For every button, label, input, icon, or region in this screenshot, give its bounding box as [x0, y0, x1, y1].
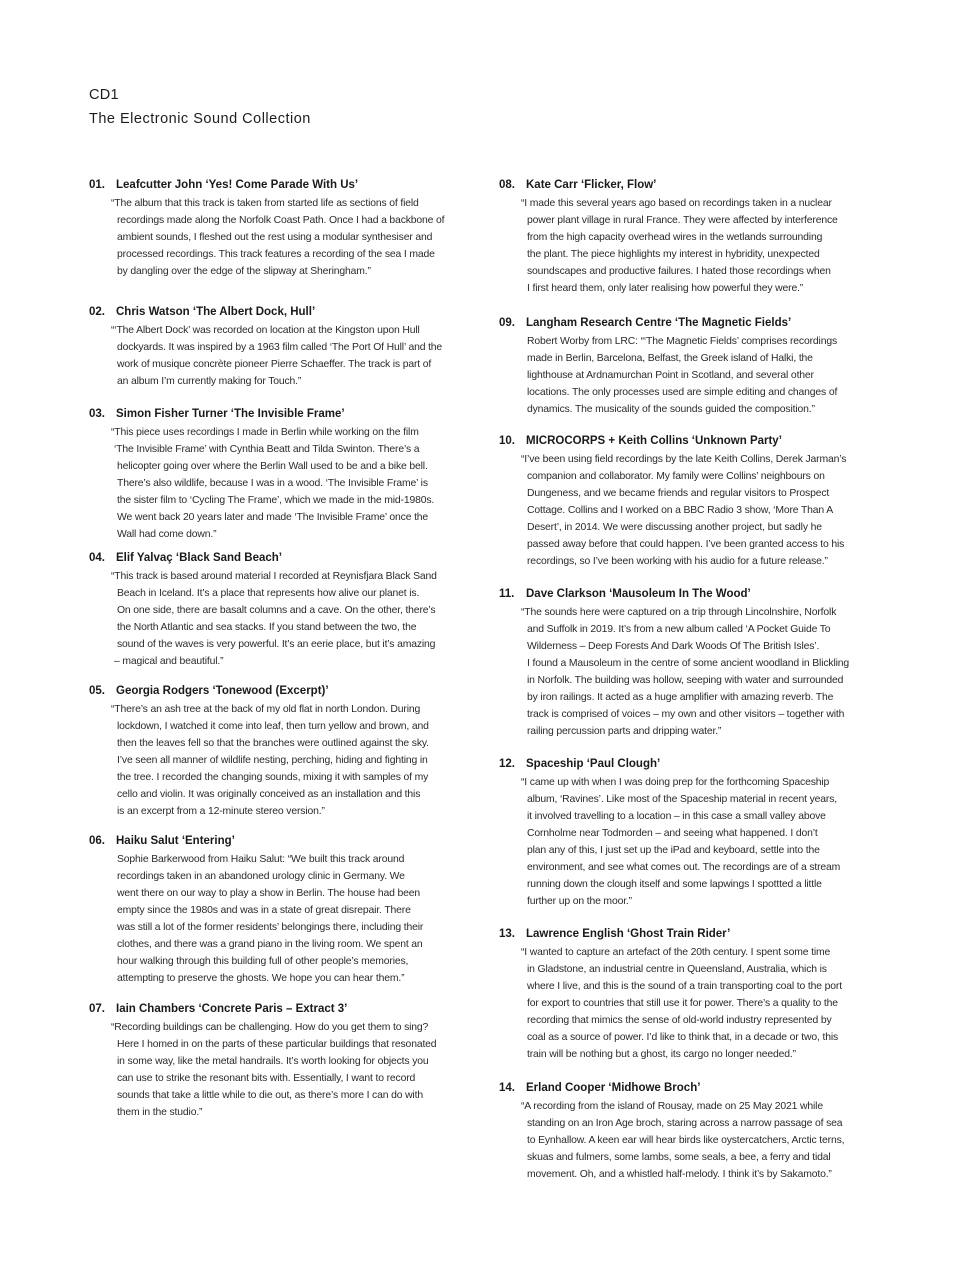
track-description — [111, 1019, 437, 1121]
description-line: in some way, like the metal handrails. It’s worth looking for objects you — [117, 1056, 429, 1067]
description-line: Desert’, in 2014. We were discussing another project, but sadly he — [527, 522, 822, 533]
track-heading — [89, 178, 444, 193]
description-line: standing on an Iron Age broch, staring across a narrow passage of sea — [527, 1118, 843, 1129]
track-description — [111, 568, 437, 670]
description-line: soundscapes and productive failures. I hated those recordings when — [527, 266, 831, 277]
description-line: running down the clough itself and some lapwings I spottted a little — [527, 879, 822, 890]
track-heading — [89, 834, 423, 849]
track-number: 12. — [499, 758, 515, 770]
track-title: Elif Yalvaç ‘Black Sand Beach’ — [116, 552, 282, 564]
description-line: passed away before that could happen. I’ve been granted access to his — [527, 539, 845, 550]
track-entry — [89, 1002, 436, 1121]
description-line: empty since the 1980s and was in a state of great disrepair. There — [117, 905, 411, 916]
track-title: Lawrence English ‘Ghost Train Rider’ — [526, 928, 731, 940]
track-heading — [89, 1002, 436, 1017]
description-line: by dangling over the edge of the slipway at Sheringham.” — [117, 266, 371, 277]
description-line: in Gladstone, an industrial centre in Queensland, Australia, which is — [527, 964, 827, 975]
track-title: MICROCORPS + Keith Collins ‘Unknown Party’ — [526, 435, 782, 447]
collection-title: The Electronic Sound Collection — [89, 111, 311, 127]
description-line: in Norfolk. The building was hollow, seeping with water and surrounded — [527, 675, 844, 686]
description-line: Sophie Barkerwood from Haiku Salut: “We built this track around — [117, 854, 405, 865]
description-line: is an excerpt from a 12-minute stereo version.” — [117, 806, 325, 817]
track-number: 07. — [89, 1003, 105, 1015]
track-description — [521, 1098, 845, 1183]
description-line: Here I homed in on the parts of these particular buildings that resonated — [117, 1039, 437, 1050]
track-heading — [89, 305, 442, 320]
description-line: “There’s an ash tree at the back of my old flat in north London. During — [111, 704, 421, 715]
description-line: On one side, there are basalt columns and a cave. On the other, there’s — [117, 605, 436, 616]
track-heading — [499, 316, 837, 331]
description-line: and Suffolk in 2019. It’s from a new album called ‘A Pocket Guide To — [527, 624, 831, 635]
description-line: Wilderness – Deep Forests And Dark Woods Of The British Isles’. — [527, 641, 820, 652]
description-line: album, ‘Ravines’. Like most of the Spaceship material in recent years, — [527, 794, 838, 805]
track-title: Haiku Salut ‘Entering’ — [116, 835, 235, 847]
description-line: made in Berlin, Barcelona, Belfast, the Greek island of Halki, the — [527, 353, 813, 364]
track-description — [117, 851, 423, 987]
track-description — [111, 701, 429, 820]
description-line: recordings taken in an abandoned urology clinic in Germany. We — [117, 871, 405, 882]
description-line: “A recording from the island of Rousay, made on 25 May 2021 while — [521, 1101, 823, 1112]
track-number: 09. — [499, 317, 515, 329]
description-line: Dungeness, and we became friends and regular visitors to Prospect — [527, 488, 830, 499]
description-line: I’ve seen all manner of wildlife nesting, perching, hiding and fighting in — [117, 755, 428, 766]
track-entry — [499, 316, 837, 418]
description-line: ‘The Invisible Frame’ with Cynthia Beatt and Tilda Swinton. There’s a — [114, 444, 420, 455]
description-line: – magical and beautiful.” — [114, 656, 224, 667]
track-entry — [89, 305, 442, 390]
track-title: Dave Clarkson ‘Mausoleum In The Wood’ — [526, 588, 751, 600]
track-description — [521, 604, 850, 740]
track-number: 13. — [499, 928, 515, 940]
description-line: to Eynhallow. A keen ear will hear birds like oystercatchers, Arctic terns, — [527, 1135, 845, 1146]
track-heading — [89, 551, 437, 566]
track-heading — [499, 757, 840, 772]
description-line: Robert Worby from LRC: “‘The Magnetic Fields’ comprises recordings — [527, 336, 838, 347]
track-title: Iain Chambers ‘Concrete Paris – Extract 3’ — [116, 1003, 348, 1015]
track-description — [111, 322, 443, 390]
description-line: ambient sounds, I fleshed out the rest using a modular synthesiser and — [117, 232, 433, 243]
track-title: Kate Carr ‘Flicker, Flow’ — [526, 179, 657, 191]
description-line: them in the studio.” — [117, 1107, 203, 1118]
description-line: recordings, so I’ve been working with his audio for a future release.” — [527, 556, 828, 567]
description-line: “I made this several years ago based on recordings taken in a nuclear — [521, 198, 832, 209]
description-line: attempting to preserve the ghosts. We hope you can hear them.” — [117, 973, 405, 984]
description-line: further up on the moor.” — [527, 896, 632, 907]
track-title: Spaceship ‘Paul Clough’ — [526, 758, 661, 770]
description-line: work of musique concrète pioneer Pierre Schaeffer. The track is part of — [117, 359, 432, 370]
track-entry — [499, 1081, 844, 1183]
track-heading — [499, 178, 838, 193]
description-line: lockdown, I watched it come into leaf, then turn yellow and brown, and — [117, 721, 429, 732]
description-line: power plant village in rural France. They were affected by interference — [527, 215, 838, 226]
description-line: “This track is based around material I recorded at Reynisfjara Black Sand — [111, 571, 437, 582]
track-entry — [499, 434, 846, 570]
track-number: 05. — [89, 685, 105, 697]
description-line: for export to countries that still use it for power. There’s a quality to the — [527, 998, 838, 1009]
track-entry — [499, 587, 849, 740]
track-entry — [89, 407, 434, 543]
description-line: “I came up with when I was doing prep for the forthcoming Spaceship — [521, 777, 830, 788]
description-line: coal as a source of power. I’d like to think that, in a decade or two, this — [527, 1032, 839, 1043]
description-line: cello and violin. It was originally conceived as an installation and this — [117, 789, 421, 800]
description-line: Wall had come down.” — [117, 529, 217, 540]
description-line: went there on our way to play a show in Berlin. The house had been — [117, 888, 420, 899]
track-description — [521, 195, 838, 297]
page-header — [89, 86, 311, 128]
track-number: 06. — [89, 835, 105, 847]
description-line: processed recordings. This track features a recording of the sea I made — [117, 249, 435, 260]
track-entry — [499, 757, 840, 910]
track-heading — [89, 407, 434, 422]
track-heading — [499, 587, 849, 602]
description-line: where I live, and this is the sound of a train transporting coal to the port — [527, 981, 842, 992]
description-line: “The album that this track is taken from started life as sections of field — [111, 198, 419, 209]
track-entry — [89, 178, 444, 280]
description-line: train will be nothing but a ghost, its cargo no longer needed.” — [527, 1049, 796, 1060]
disc-label: CD1 — [89, 87, 119, 103]
description-line: by iron railings. It acted as a huge amplifier with amazing reverb. The — [527, 692, 834, 703]
description-line: the plant. The piece highlights my interest in hybridity, unexpected — [527, 249, 820, 260]
track-number: 11. — [499, 588, 515, 600]
track-number: 01. — [89, 179, 105, 191]
description-line: was still a lot of the former residents’ belongings there, including their — [117, 922, 424, 933]
description-line: plan any of this, I just set up the iPad and keyboard, settle into the — [527, 845, 820, 856]
description-line: We went back 20 years later and made ‘The Invisible Frame’ once the — [117, 512, 429, 523]
description-line: an album I’m currently making for Touch.” — [117, 376, 302, 387]
description-line: can use to strike the resonant bits with. Essentially, I want to record — [117, 1073, 416, 1084]
description-line: I first heard them, only later realising how powerful they were.” — [527, 283, 804, 294]
description-line: locations. The only processes used are simple editing and changes of — [527, 387, 838, 398]
description-line: it involved travelling to a location – in this case a small valley above — [527, 811, 826, 822]
track-description — [111, 424, 435, 543]
description-line: the North Atlantic and sea stacks. If you stand between the two, the — [117, 622, 417, 633]
track-title: Chris Watson ‘The Albert Dock, Hull’ — [116, 306, 316, 318]
track-number: 14. — [499, 1082, 515, 1094]
track-entry — [499, 178, 838, 297]
description-line: “‘The Albert Dock’ was recorded on location at the Kingston upon Hull — [111, 325, 420, 336]
description-line: Cornholme near Todmorden – and seeing what happened. I don’t — [527, 828, 818, 839]
track-heading — [499, 434, 846, 449]
description-line: lighthouse at Ardnamurchan Point in Scotland, and several other — [527, 370, 814, 381]
description-line: sounds that take a little while to die out, as there’s more I can do with — [117, 1090, 423, 1101]
track-description — [111, 195, 445, 280]
description-line: movement. Oh, and a whistled half-melody. I think it’s by Sakamoto.” — [527, 1169, 832, 1180]
description-line: dynamics. The musicality of the sounds guided the composition.” — [527, 404, 815, 415]
description-line: Cottage. Collins and I worked on a BBC Radio 3 show, ‘More Than A — [527, 505, 833, 516]
description-line: hour walking through this building full of other people’s memories, — [117, 956, 409, 967]
description-line: the tree. I recorded the changing sounds, mixing it with samples of my — [117, 772, 429, 783]
track-entry — [89, 684, 429, 820]
description-line: I found a Mausoleum in the centre of some ancient woodland in Blickling — [527, 658, 850, 669]
track-description — [521, 944, 842, 1063]
track-title: Simon Fisher Turner ‘The Invisible Frame’ — [116, 408, 345, 420]
track-number: 08. — [499, 179, 515, 191]
description-line: dockyards. It was inspired by a 1963 film called ‘The Port Of Hull’ and the — [117, 342, 443, 353]
description-line: Beach in Iceland. It’s a place that represents how alive our planet is. — [117, 588, 420, 599]
description-line: track is comprised of voices – my own and other visitors – together with — [527, 709, 845, 720]
description-line: There’s also wildlife, because I was in a wood. ‘The Invisible Frame’ is — [117, 478, 428, 489]
description-line: the sister film to ‘Cycling The Frame’, which we made in the mid-1980s. — [117, 495, 435, 506]
description-line: “Recording buildings can be challenging. How do you get them to sing? — [111, 1022, 429, 1033]
track-title: Langham Research Centre ‘The Magnetic Fields’ — [526, 317, 792, 329]
description-line: skuas and fulmers, some lambs, some seals, a bee, a ferry and tidal — [527, 1152, 831, 1163]
track-number: 04. — [89, 552, 105, 564]
description-line: recording that mimics the sense of old-world industry represented by — [527, 1015, 832, 1026]
track-entry — [499, 927, 842, 1063]
track-number: 10. — [499, 435, 515, 447]
description-line: companion and collaborator. My family were Collins’ neighbours on — [527, 471, 825, 482]
description-line: from the high capacity overhead wires in the wetlands surrounding — [527, 232, 823, 243]
track-entry — [89, 834, 423, 987]
track-title: Georgia Rodgers ‘Tonewood (Excerpt)’ — [116, 685, 329, 697]
description-line: helicopter going over where the Berlin Wall used to be and a bike bell. — [117, 461, 428, 472]
track-number: 02. — [89, 306, 105, 318]
track-heading — [499, 927, 842, 942]
description-line: “This piece uses recordings I made in Berlin while working on the film — [111, 427, 419, 438]
track-entry — [89, 551, 437, 670]
description-line: sound of the waves is very powerful. It’s an eerie place, but it’s amazing — [117, 639, 436, 650]
description-line: recordings made along the Norfolk Coast Path. Once I had a backbone of — [117, 215, 445, 226]
description-line: railing percussion parts and dripping water.” — [527, 726, 722, 737]
track-heading — [499, 1081, 844, 1096]
track-title: Erland Cooper ‘Midhowe Broch’ — [526, 1082, 701, 1094]
description-line: “I’ve been using field recordings by the late Keith Collins, Derek Jarman’s — [521, 454, 847, 465]
track-description — [521, 451, 847, 570]
track-number: 03. — [89, 408, 105, 420]
description-line: clothes, and there was a grand piano in the living room. We spent an — [117, 939, 423, 950]
track-description — [527, 333, 837, 418]
description-line: then the leaves fell so that the branches were outlined against the sky. — [117, 738, 429, 749]
description-line: environment, and see what comes out. The recordings are of a stream — [527, 862, 841, 873]
description-line: “I wanted to capture an artefact of the 20th century. I spent some time — [521, 947, 831, 958]
description-line: “The sounds here were captured on a trip through Lincolnshire, Norfolk — [521, 607, 837, 618]
track-title: Leafcutter John ‘Yes! Come Parade With Us’ — [116, 179, 359, 191]
track-description — [521, 774, 841, 910]
track-heading — [89, 684, 429, 699]
